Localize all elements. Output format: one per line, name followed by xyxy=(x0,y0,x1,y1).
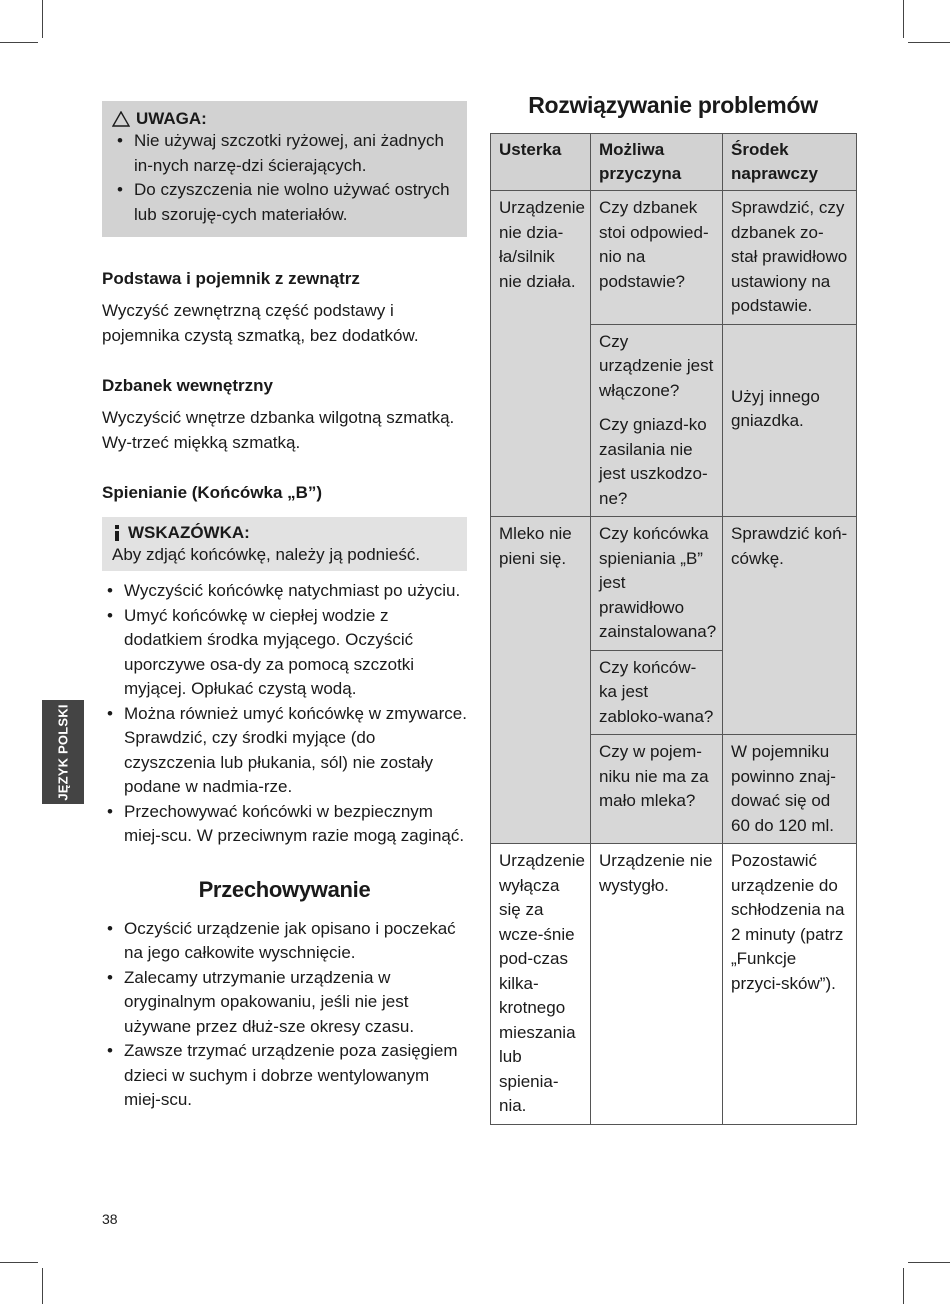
storage-item: • Zalecamy utrzymanie urządzenia w oryginalnym opakowaniu, jeśli nie jest używane przez dłuż-sze okresy czasu. xyxy=(102,966,467,1040)
cause-cell: Urządzenie nie wystygło. xyxy=(591,844,723,1125)
warning-list xyxy=(112,129,457,227)
table-header-row xyxy=(491,134,857,191)
crop-mark xyxy=(903,1268,904,1304)
cause-cell: Czy dzbanek stoi odpowied-nio na podstawie? xyxy=(591,191,723,325)
foaming-item: • Można również umyć końcówkę w zmywarce. Sprawdzić, czy środki myjące (do czyszczenia lub płukania, sól) nie zostały podane w nadmia-rze. xyxy=(102,702,467,800)
header-cause: Możliwa przyczyna xyxy=(591,134,723,191)
cause-cell: Czy urządzenie jest włączone? xyxy=(591,324,723,408)
storage-heading: Przechowywanie xyxy=(198,876,371,902)
foaming-list xyxy=(102,579,467,849)
crop-mark xyxy=(0,1262,38,1263)
crop-mark xyxy=(908,42,950,43)
cause-cell: Czy końców-ka jest zabloko-wana? xyxy=(591,650,723,735)
crop-mark xyxy=(0,42,38,43)
troubleshooting-heading: Rozwiązywanie problemów xyxy=(528,92,818,118)
table-row xyxy=(491,191,857,325)
info-icon xyxy=(112,525,122,541)
crop-mark xyxy=(903,0,904,38)
warning-title xyxy=(112,109,457,129)
header-fault: Usterka xyxy=(491,134,591,191)
table-row xyxy=(491,844,857,1125)
cause-cell: Czy w pojem-niku nie ma za mało mleka? xyxy=(591,735,723,844)
section-heading: Podstawa i pojemnik z zewnątrz xyxy=(102,269,360,288)
troubleshooting-table xyxy=(490,133,857,1125)
warning-box xyxy=(102,101,467,237)
crop-mark xyxy=(42,1268,43,1304)
note-box xyxy=(102,517,467,571)
foaming-item: • Wyczyścić końcówkę natychmiast po użyciu. xyxy=(102,579,467,604)
table-row xyxy=(491,517,857,651)
fault-cell: Urządzenie wyłącza się za wcze-śnie pod-czas kilka-krotnego mieszania lub spienia-nia. xyxy=(491,844,591,1125)
side-tab-label: JĘZYK POLSKI xyxy=(55,703,71,801)
page-number: 38 xyxy=(102,1211,118,1227)
warning-item: • Do czyszczenia nie wolno używać ostrych lub szoruję-cych materiałów. xyxy=(112,178,457,227)
header-remedy: Środek naprawczy xyxy=(723,134,857,191)
remedy-cell: Użyj innego gniazdka. xyxy=(723,324,857,517)
storage-list xyxy=(102,917,467,1113)
warning-item: • Nie używaj szczotki ryżowej, ani żadnych in-nych narzę-dzi ścierających. xyxy=(112,129,457,178)
right-column xyxy=(490,92,856,1125)
section-heading: Dzbanek wewnętrzny xyxy=(102,376,273,395)
warning-title-text: UWAGA: xyxy=(136,109,207,128)
cause-cell: Czy gniazd-ko zasilania nie jest uszkodzo-ne? xyxy=(591,408,723,517)
note-title xyxy=(112,523,457,543)
crop-mark xyxy=(908,1262,950,1263)
section-heading: Spienianie (Końcówka „B”) xyxy=(102,483,323,502)
note-title-text: WSKAZÓWKA: xyxy=(128,523,250,542)
language-side-tab xyxy=(42,700,84,804)
foaming-item: • Przechowywać końcówki w bezpiecznym miej-scu. W przeciwnym razie mogą zaginąć. xyxy=(102,800,467,849)
remedy-cell: Pozostawić urządzenie do schłodzenia na 2 minuty (patrz „Funkcje przyci-sków”). xyxy=(723,844,857,1125)
fault-cell: Mleko nie pieni się. xyxy=(491,517,591,844)
storage-item: • Zawsze trzymać urządzenie poza zasięgiem dzieci w suchym i dobrze wentylowanym miej-scu. xyxy=(102,1039,467,1113)
foaming-item: • Umyć końcówkę w ciepłej wodzie z dodatkiem środka myjącego. Oczyścić uporczywe osa-dy za pomocą szczotki myjącej. Opłukać czystą wodą. xyxy=(102,604,467,702)
note-text: Aby zdjąć końcówkę, należy ją podnieść. xyxy=(112,545,421,564)
cause-cell: Czy końcówka spieniania „B” jest prawidłowo zainstalowana? xyxy=(591,517,723,651)
left-column xyxy=(102,101,467,1113)
remedy-cell: W pojemniku powinno znaj-dować się od 60 do 120 ml. xyxy=(723,735,857,844)
remedy-cell: Sprawdzić koń-cówkę. xyxy=(723,517,857,735)
section-text: Wyczyścić wnętrze dzbanka wilgotną szmatką. Wy-trzeć miękką szmatką. xyxy=(102,408,455,452)
fault-cell: Urządzenie nie dzia-ła/silnik nie działa. xyxy=(491,191,591,517)
warning-triangle-icon xyxy=(112,111,130,127)
storage-item: • Oczyścić urządzenie jak opisano i poczekać na jego całkowite wyschnięcie. xyxy=(102,917,467,966)
section-text: Wyczyść zewnętrzną część podstawy i pojemnika czystą szmatką, bez dodatków. xyxy=(102,301,419,345)
remedy-cell: Sprawdzić, czy dzbanek zo-stał prawidłowo ustawiony na podstawie. xyxy=(723,191,857,325)
crop-mark xyxy=(42,0,43,38)
